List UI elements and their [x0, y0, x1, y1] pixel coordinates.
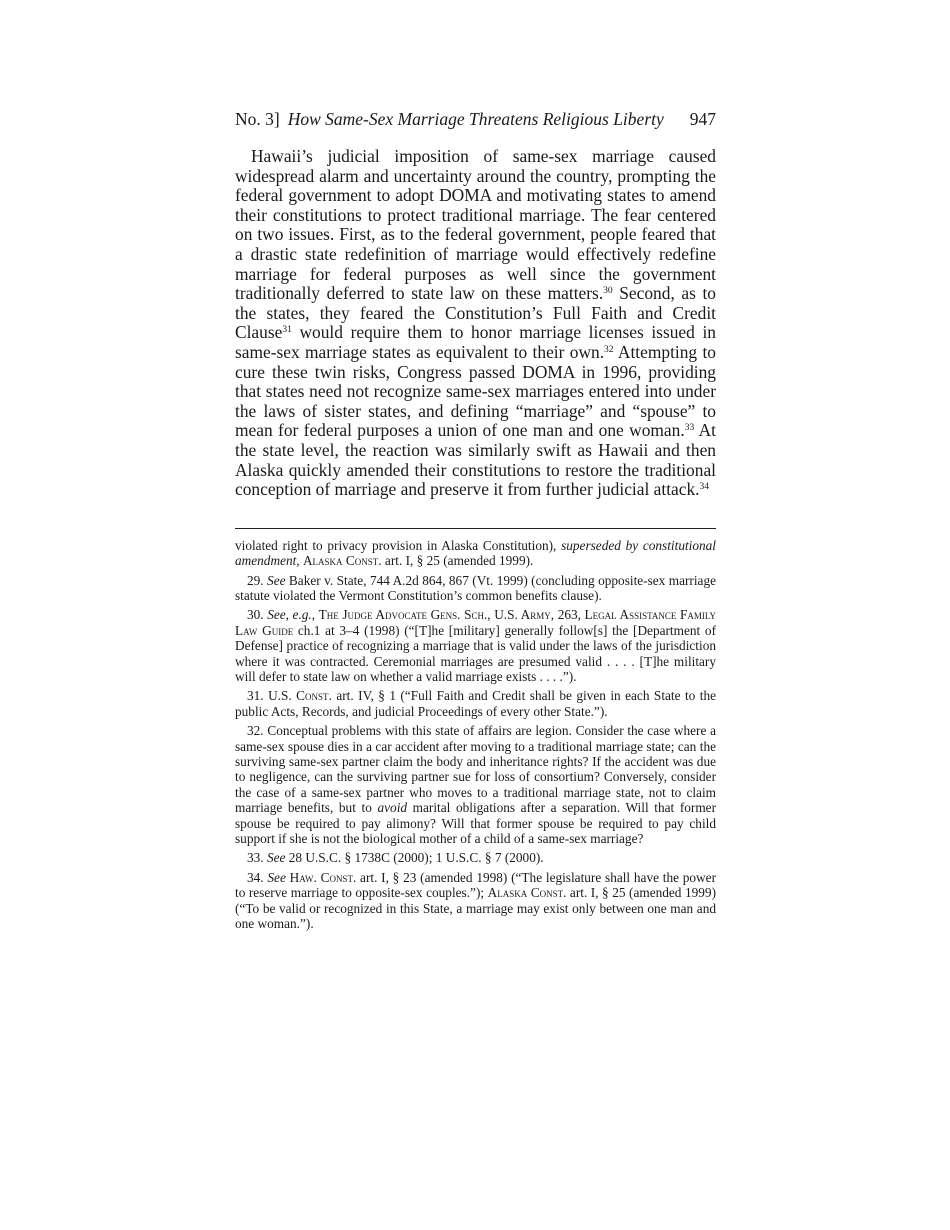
- footnote-ref-30[interactable]: 30: [603, 286, 613, 297]
- footnote-divider: [235, 528, 716, 529]
- footnote-number: 29.: [247, 572, 268, 588]
- footnote-smallcaps: Alaska Const: [302, 553, 379, 569]
- footnote-smallcaps: The Judge Advocate Gens. Sch., U.S. Army: [318, 607, 551, 623]
- footnote-italic: avoid: [377, 800, 408, 816]
- footnote-text: . art. IV, § 1 (“Full Faith and Credit shall be given in each State to the public Acts, Records, and judicial Proceedings of every other State.”).: [235, 688, 717, 719]
- footnote-text: ,: [296, 553, 303, 569]
- footnote-text: Conceptual problems with this state of affairs are legion. Consider the case where a same-sex spouse dies in a car accident after moving to a traditional marriage state; can the surviving same-sex partner claim the body and inheritance rights? If the accident was due to negligence, can the surviving partner sue for loss of consortium? Conversely, consider the case of a same-sex partner who moves to a traditional marriage state, not to claim marriage benefits, but to: [235, 723, 716, 816]
- article-title: How Same-Sex Marriage Threatens Religious Liberty: [287, 109, 664, 129]
- footnote-signal: See: [267, 869, 286, 885]
- running-header: [235, 108, 716, 130]
- footnote-ref-31[interactable]: 31: [282, 325, 292, 336]
- footnote-italic: superseded by constitutional amendment: [235, 537, 716, 569]
- footnote-signal: See, e.g.: [267, 607, 312, 623]
- footnote-ref-34[interactable]: 34: [699, 482, 710, 493]
- issue-number: No. 3]: [235, 109, 280, 129]
- footnote-text: Baker v. State, 744 A.2d 864, 867 (Vt. 1999) (concluding opposite-sex marriage statute violated the Vermont Constitution’s common benefits clause).: [235, 572, 716, 603]
- footnote-text: . art. I, § 25 (amended 1999) (“To be valid or recognized in this State, a marriage may exist only between one man and one woman.”).: [235, 885, 716, 932]
- footnote-text: violated right to privacy provision in Alaska Constitution),: [235, 537, 562, 553]
- footnote-30: [235, 607, 716, 684]
- document-page: [235, 108, 716, 935]
- footnote-smallcaps: U.S. Const: [268, 688, 329, 704]
- body-text-segment: Hawaii’s judicial imposition of same-sex marriage caused widespread alarm and uncertainty around the country, prompting the federal government to adopt DOMA and motivating states to amend their constitutions to protect traditional marriage. The fear centered on two issues. First, as to the federal government, people feared that a drastic state redefinition of marriage would effectively redefine marriage for federal purposes as well since the government traditionally deferred to state law on these matters.: [235, 146, 716, 304]
- footnote-ref-33[interactable]: 33: [684, 423, 695, 434]
- body-text: [235, 147, 716, 500]
- footnote-text: ,: [311, 607, 319, 623]
- body-text-segment: Second, as to the states, they feared the Constitution’s Full Faith and Credit Clause: [235, 283, 716, 343]
- footnote-33: [235, 850, 716, 865]
- footnote-text: 28 U.S.C. § 1738C (2000); 1 U.S.C. § 7 (2000).: [285, 850, 544, 866]
- footnote-number: 30.: [247, 607, 268, 623]
- footnote-number: 32.: [247, 723, 268, 739]
- footnote-number: 31.: [247, 688, 269, 704]
- footnote-text: . art. I, § 25 (amended 1999).: [378, 553, 534, 569]
- body-text-segment: Attempting to cure these twin risks, Congress passed DOMA in 1996, providing that states need not recognize same-sex marriages entered into under the laws of sister states, and defining “marriage” and “spouse” to mean for federal purposes a union of one man and one woman.: [235, 341, 716, 441]
- footnote-smallcaps: Haw. Const: [285, 869, 353, 885]
- footnote-continued: [235, 538, 716, 569]
- footnote-text: marital obligations after a separation. Will that former spouse be required to pay alimony? Will that former spouse be required to pay child support if she is not the biological mother of a child of a same-sex marriage?: [235, 800, 716, 846]
- footnote-smallcaps: Alaska Const: [487, 885, 564, 901]
- footnote-ref-32[interactable]: 32: [604, 344, 614, 355]
- footnote-34: [235, 870, 716, 932]
- footnotes-section: [235, 538, 716, 932]
- footnote-32: [235, 723, 716, 846]
- footnote-number: 33.: [247, 850, 267, 866]
- footnote-signal: See: [267, 572, 286, 588]
- footnote-text: . art. I, § 23 (amended 1998) (“The legislature shall have the power to reserve marriage to opposite-sex couples.”);: [235, 869, 716, 901]
- footnote-31: [235, 688, 716, 719]
- footnote-smallcaps: Legal Assistance Family Law Guide: [235, 607, 716, 638]
- body-paragraph: [235, 147, 716, 500]
- footnote-text: , 263,: [550, 607, 585, 623]
- header-left: [235, 108, 664, 130]
- footnote-29: [235, 573, 716, 604]
- footnote-number: 34.: [247, 869, 268, 885]
- body-text-segment: would require them to honor marriage licenses issued in same-sex marriage states as equivalent to their own.: [235, 322, 716, 362]
- footnote-text: ch.1 at 3–4 (1998) (“[T]he [military] generally follow[s] the [Department of Defense] practice of recognizing a marriage that is valid under the laws of the jurisdiction where it was contracted. Ceremonial marriages are presumed valid . . . . [T]he military will defer to state law on whether a valid marriage exists . . . .”).: [235, 622, 716, 684]
- body-text-segment: At the state level, the reaction was similarly swift as Hawaii and then Alaska quickly amended their constitutions to restore the traditional conception of marriage and preserve it from further judicial attack.: [235, 420, 716, 500]
- footnote-signal: See: [266, 850, 286, 866]
- page-number: 947: [689, 109, 716, 129]
